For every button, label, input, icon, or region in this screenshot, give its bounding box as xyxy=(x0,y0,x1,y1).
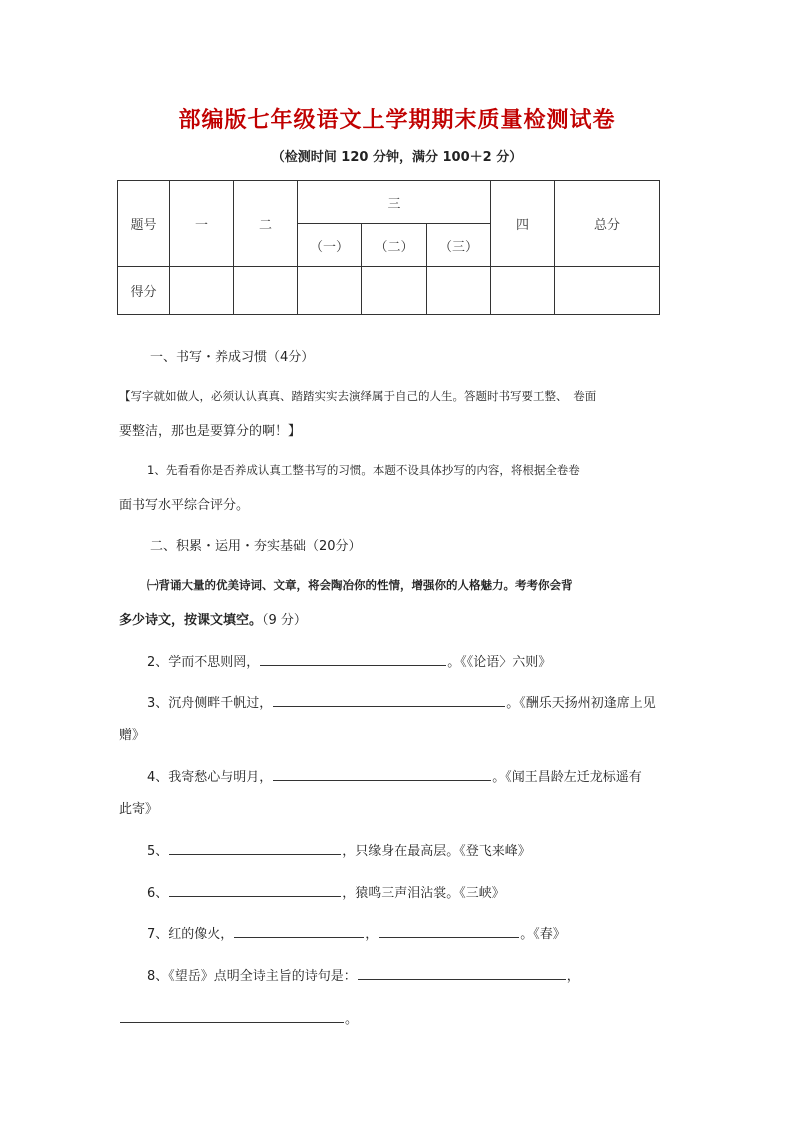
score-cell-3-3[interactable] xyxy=(427,267,491,315)
q8-period: 。 xyxy=(345,1012,359,1027)
question-3 xyxy=(147,692,656,711)
question-8 xyxy=(147,965,580,984)
question-4 xyxy=(147,766,642,785)
q3-blank[interactable] xyxy=(273,692,505,707)
q4-prompt: 4、我寄愁心与明月， xyxy=(147,770,273,785)
section1-heading: 一、书写・养成习惯（4分） xyxy=(150,350,315,365)
question-6 xyxy=(147,882,505,901)
question-2 xyxy=(147,651,551,670)
q7-blank-2[interactable] xyxy=(379,923,519,938)
score-cell-3-2[interactable] xyxy=(362,267,427,315)
part1-instruction-line2 xyxy=(119,609,307,628)
score-table xyxy=(117,180,660,315)
q2-blank[interactable] xyxy=(260,651,446,666)
q4-blank[interactable] xyxy=(273,766,491,781)
exam-subtitle: （检测时间 120 分钟，满分 100＋2 分） xyxy=(271,150,523,165)
header-col3-sub2: （二） xyxy=(362,224,427,267)
section2-heading: 二、积累・运用・夯实基础（20分） xyxy=(150,539,362,554)
score-cell-4[interactable] xyxy=(491,267,555,315)
q8-blank-2[interactable] xyxy=(120,1008,344,1023)
header-col1: 一 xyxy=(170,181,234,267)
score-cell-2[interactable] xyxy=(234,267,298,315)
question1-line1: 1、先看看你是否养成认真工整书写的习惯。本题不设具体抄写的内容，将根据全卷卷 xyxy=(147,463,580,477)
q5-prompt: 5、 xyxy=(147,844,169,859)
score-cell-total[interactable] xyxy=(555,267,660,315)
question1-line2: 面书写水平综合评分。 xyxy=(119,498,250,513)
row-label-score: 得分 xyxy=(118,267,170,315)
q8-blank-1[interactable] xyxy=(358,965,566,980)
q5-blank[interactable] xyxy=(169,840,341,855)
header-col3-sub3: （三） xyxy=(427,224,491,267)
q4-source: 。《闻王昌龄左迁龙标遥有 xyxy=(492,770,642,785)
score-cell-1[interactable] xyxy=(170,267,234,315)
header-col3-sub1: （一） xyxy=(298,224,362,267)
q6-source: ，猿鸣三声泪沾裳。《三峡》 xyxy=(342,886,505,901)
q8-comma: ， xyxy=(566,969,580,984)
q3-prompt: 3、沉舟侧畔千帆过， xyxy=(147,696,273,711)
part1-instruction-line1: ㈠背诵大量的优美诗词、文章，将会陶冶你的性情，增强你的人格魅力。考考你会背 xyxy=(147,578,573,592)
question-8-cont xyxy=(119,1008,358,1027)
section1-note-line2: 要整洁，那也是要算分的啊！】 xyxy=(119,424,302,439)
header-col4: 四 xyxy=(491,181,555,267)
q7-blank-1[interactable] xyxy=(234,923,364,938)
q2-source: 。《《论语〉六则》 xyxy=(447,655,552,670)
header-col2: 二 xyxy=(234,181,298,267)
q2-prompt: 2、学而不思则罔， xyxy=(147,655,260,670)
q8-prompt: 8、《望岳》点明全诗主旨的诗句是： xyxy=(147,969,357,984)
q7-prompt: 7、红的像火， xyxy=(147,927,234,942)
q5-source: ，只缘身在最高层。《登飞来峰》 xyxy=(342,844,531,859)
question-7 xyxy=(147,923,566,942)
q6-prompt: 6、 xyxy=(147,886,169,901)
q7-comma: ， xyxy=(365,927,379,942)
q3-source-cont: 赠》 xyxy=(119,728,146,743)
header-total: 总分 xyxy=(555,181,660,267)
header-tihao: 题号 xyxy=(118,181,170,267)
q6-blank[interactable] xyxy=(169,882,341,897)
q3-source: 。《酬乐天扬州初逢席上见 xyxy=(506,696,656,711)
part1-instruction-text: 多少诗文，按课文填空。 xyxy=(119,613,263,628)
q7-source: 。《春》 xyxy=(520,927,566,942)
exam-title: 部编版七年级语文上学期期末质量检测试卷 xyxy=(178,107,616,133)
score-cell-3-1[interactable] xyxy=(298,267,362,315)
question-5 xyxy=(147,840,531,859)
header-col3: 三 xyxy=(298,181,491,224)
part1-score: （9 分） xyxy=(262,613,307,628)
section1-note-line1: 【写字就如做人，必须认认真真、踏踏实实去演绎属于自己的人生。答题时书写要工整、 卷面 xyxy=(119,389,597,403)
q4-source-cont: 此寄》 xyxy=(119,802,159,817)
